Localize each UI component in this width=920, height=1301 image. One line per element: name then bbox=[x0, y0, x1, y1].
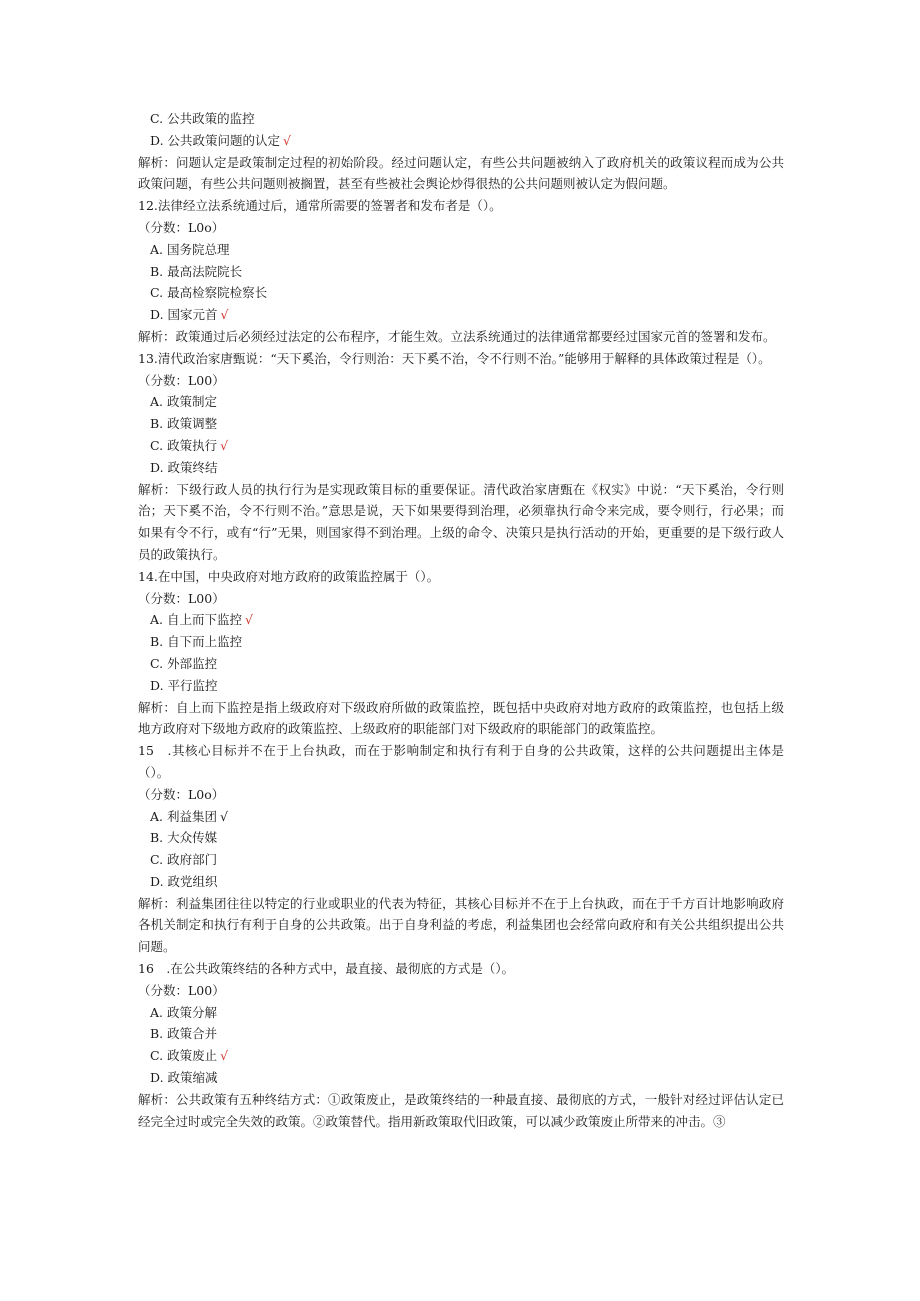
option-text: C. 外部监控 bbox=[150, 655, 218, 671]
option-text: C. 最高检察院检察长 bbox=[150, 285, 268, 301]
score-label: （分数：L0o） bbox=[138, 219, 225, 235]
option-text: D. 政策终结 bbox=[150, 459, 218, 475]
option-text: B. 大众传媒 bbox=[150, 830, 218, 846]
answer-option bbox=[138, 282, 784, 304]
option-text: D. 平行监控 bbox=[150, 677, 218, 693]
option-text: C. 政策废止 bbox=[150, 1048, 218, 1064]
option-text: C. 政府部门 bbox=[150, 852, 218, 868]
answer-option bbox=[138, 261, 784, 283]
option-text: A. 政策制定 bbox=[150, 394, 217, 410]
option-text: B. 政策调整 bbox=[150, 416, 218, 432]
score-label: （分数：L00） bbox=[138, 590, 225, 606]
analysis-text: 解析：问题认定是政策制定过程的初始阶段。经过问题认定，有些公共问题被纳入了政府机关的政策议程而成为公共政策问题，有些公共问题则被搁置，甚至有些被社会舆论炒得很热的公共问题则被认定为假问题。 bbox=[138, 154, 784, 192]
checkmark-icon: √ bbox=[244, 612, 253, 628]
answer-option bbox=[138, 457, 784, 479]
analysis-text: 解析：下级行政人员的执行行为是实现政策目标的重要保证。清代政治家唐甄在《权实》中说：“天下奚治，令行则治；天下奚不治，令不行则不治。”意思是说，天下如果要得到治理，必须靠执行命令来完成，要令则行，行必果；而如果有令不行，或有“行”无果，则国家得不到治理。上级的命令、决策只是执行活动的开始，更重要的是下级行政人员的政策执行。 bbox=[138, 481, 784, 562]
checkmark-icon: √ bbox=[219, 808, 228, 824]
answer-option bbox=[138, 871, 784, 893]
score-label: （分数：L00） bbox=[138, 372, 225, 388]
option-text: A. 国务院总理 bbox=[150, 241, 230, 257]
answer-option bbox=[138, 806, 784, 828]
option-text: B. 最高法院院长 bbox=[150, 263, 243, 279]
answer-option bbox=[138, 631, 784, 653]
answer-option bbox=[138, 108, 784, 130]
answer-option bbox=[138, 653, 784, 675]
checkmark-icon: √ bbox=[283, 132, 291, 148]
analysis-text: 解析：政策通过后必须经过法定的公布程序，才能生效。立法系统通过的法律通常都要经过国家元首的签署和发布。 bbox=[138, 328, 776, 344]
answer-option bbox=[138, 1045, 784, 1067]
option-text: A. 政策分解 bbox=[150, 1004, 217, 1020]
answer-option bbox=[138, 1023, 784, 1045]
answer-option bbox=[138, 609, 784, 631]
answer-option bbox=[138, 413, 784, 435]
score-label: （分数：L00） bbox=[138, 982, 225, 998]
option-text: C. 公共政策的监控 bbox=[150, 111, 255, 126]
option-text: C. 政策执行 bbox=[150, 437, 218, 453]
answer-option bbox=[138, 675, 784, 697]
option-text: D. 政策缩减 bbox=[150, 1070, 218, 1086]
document-page bbox=[138, 108, 784, 1132]
analysis-text: 解析：自上而下监控是指上级政府对下级政府所做的政策监控，既包括中央政府对地方政府的政策监控，也包括上级地方政府对下级地方政府的政策监控、上级政府的职能部门对下级政府的职能部门的政策监控。 bbox=[138, 699, 784, 737]
answer-option bbox=[138, 1067, 784, 1089]
checkmark-icon: √ bbox=[220, 1048, 229, 1064]
option-text: D. 国家元首 bbox=[150, 307, 218, 323]
option-text: B. 自下而上监控 bbox=[150, 634, 243, 650]
checkmark-icon: √ bbox=[220, 437, 229, 453]
question-stem: 15 .其核心目标并不在于上台执政，而在于影响制定和执行有利于自身的公共政策，这样的公共问题提出主体是（）。 bbox=[138, 743, 784, 780]
option-text: A. 自上而下监控 bbox=[150, 612, 242, 628]
answer-option bbox=[138, 304, 784, 326]
question-stem: 16 .在公共政策终结的各种方式中，最直接、最彻底的方式是（）。 bbox=[138, 961, 515, 977]
analysis-text: 解析：利益集团往往以特定的行业或职业的代表为特征，其核心目标并不在于上台执政，而在于千方百计地影响政府各机关制定和执行有利于自身的公共政策。出于自身利益的考虑，利益集团也会经常向政府和有关公共组织提出公共问题。 bbox=[138, 895, 784, 955]
question-stem: 12.法律经立法系统通过后，通常所需要的签署者和发布者是（）。 bbox=[138, 198, 502, 214]
answer-option bbox=[138, 435, 784, 457]
answer-option bbox=[138, 827, 784, 849]
option-text: D. 公共政策问题的认定 bbox=[150, 132, 281, 148]
answer-option bbox=[138, 239, 784, 261]
question-stem: 14.在中国，中央政府对地方政府的政策监控属于（）。 bbox=[138, 568, 440, 584]
checkmark-icon: √ bbox=[220, 307, 229, 323]
question-stem: 13.清代政治家唐甄说：“天下奚治，令行则治：天下奚不治，令不行则不治。”能够用于解释的具体政策过程是（）。 bbox=[138, 350, 771, 366]
answer-option bbox=[138, 130, 784, 152]
answer-option bbox=[138, 849, 784, 871]
score-label: （分数：L0o） bbox=[138, 786, 225, 802]
option-text: B. 政策合并 bbox=[150, 1026, 218, 1042]
answer-option bbox=[138, 391, 784, 413]
answer-option bbox=[138, 1002, 784, 1024]
analysis-text: 解析：公共政策有五种终结方式：①政策废止，是政策终结的一种最直接、最彻底的方式，一般针对经过评估认定已经完全过时或完全失效的政策。②政策替代。指用新政策取代旧政策，可以减少政策废止所带来的冲击。③ bbox=[138, 1091, 784, 1129]
option-text: D. 政党组织 bbox=[150, 873, 218, 889]
option-text: A. 利益集团 bbox=[150, 808, 217, 824]
